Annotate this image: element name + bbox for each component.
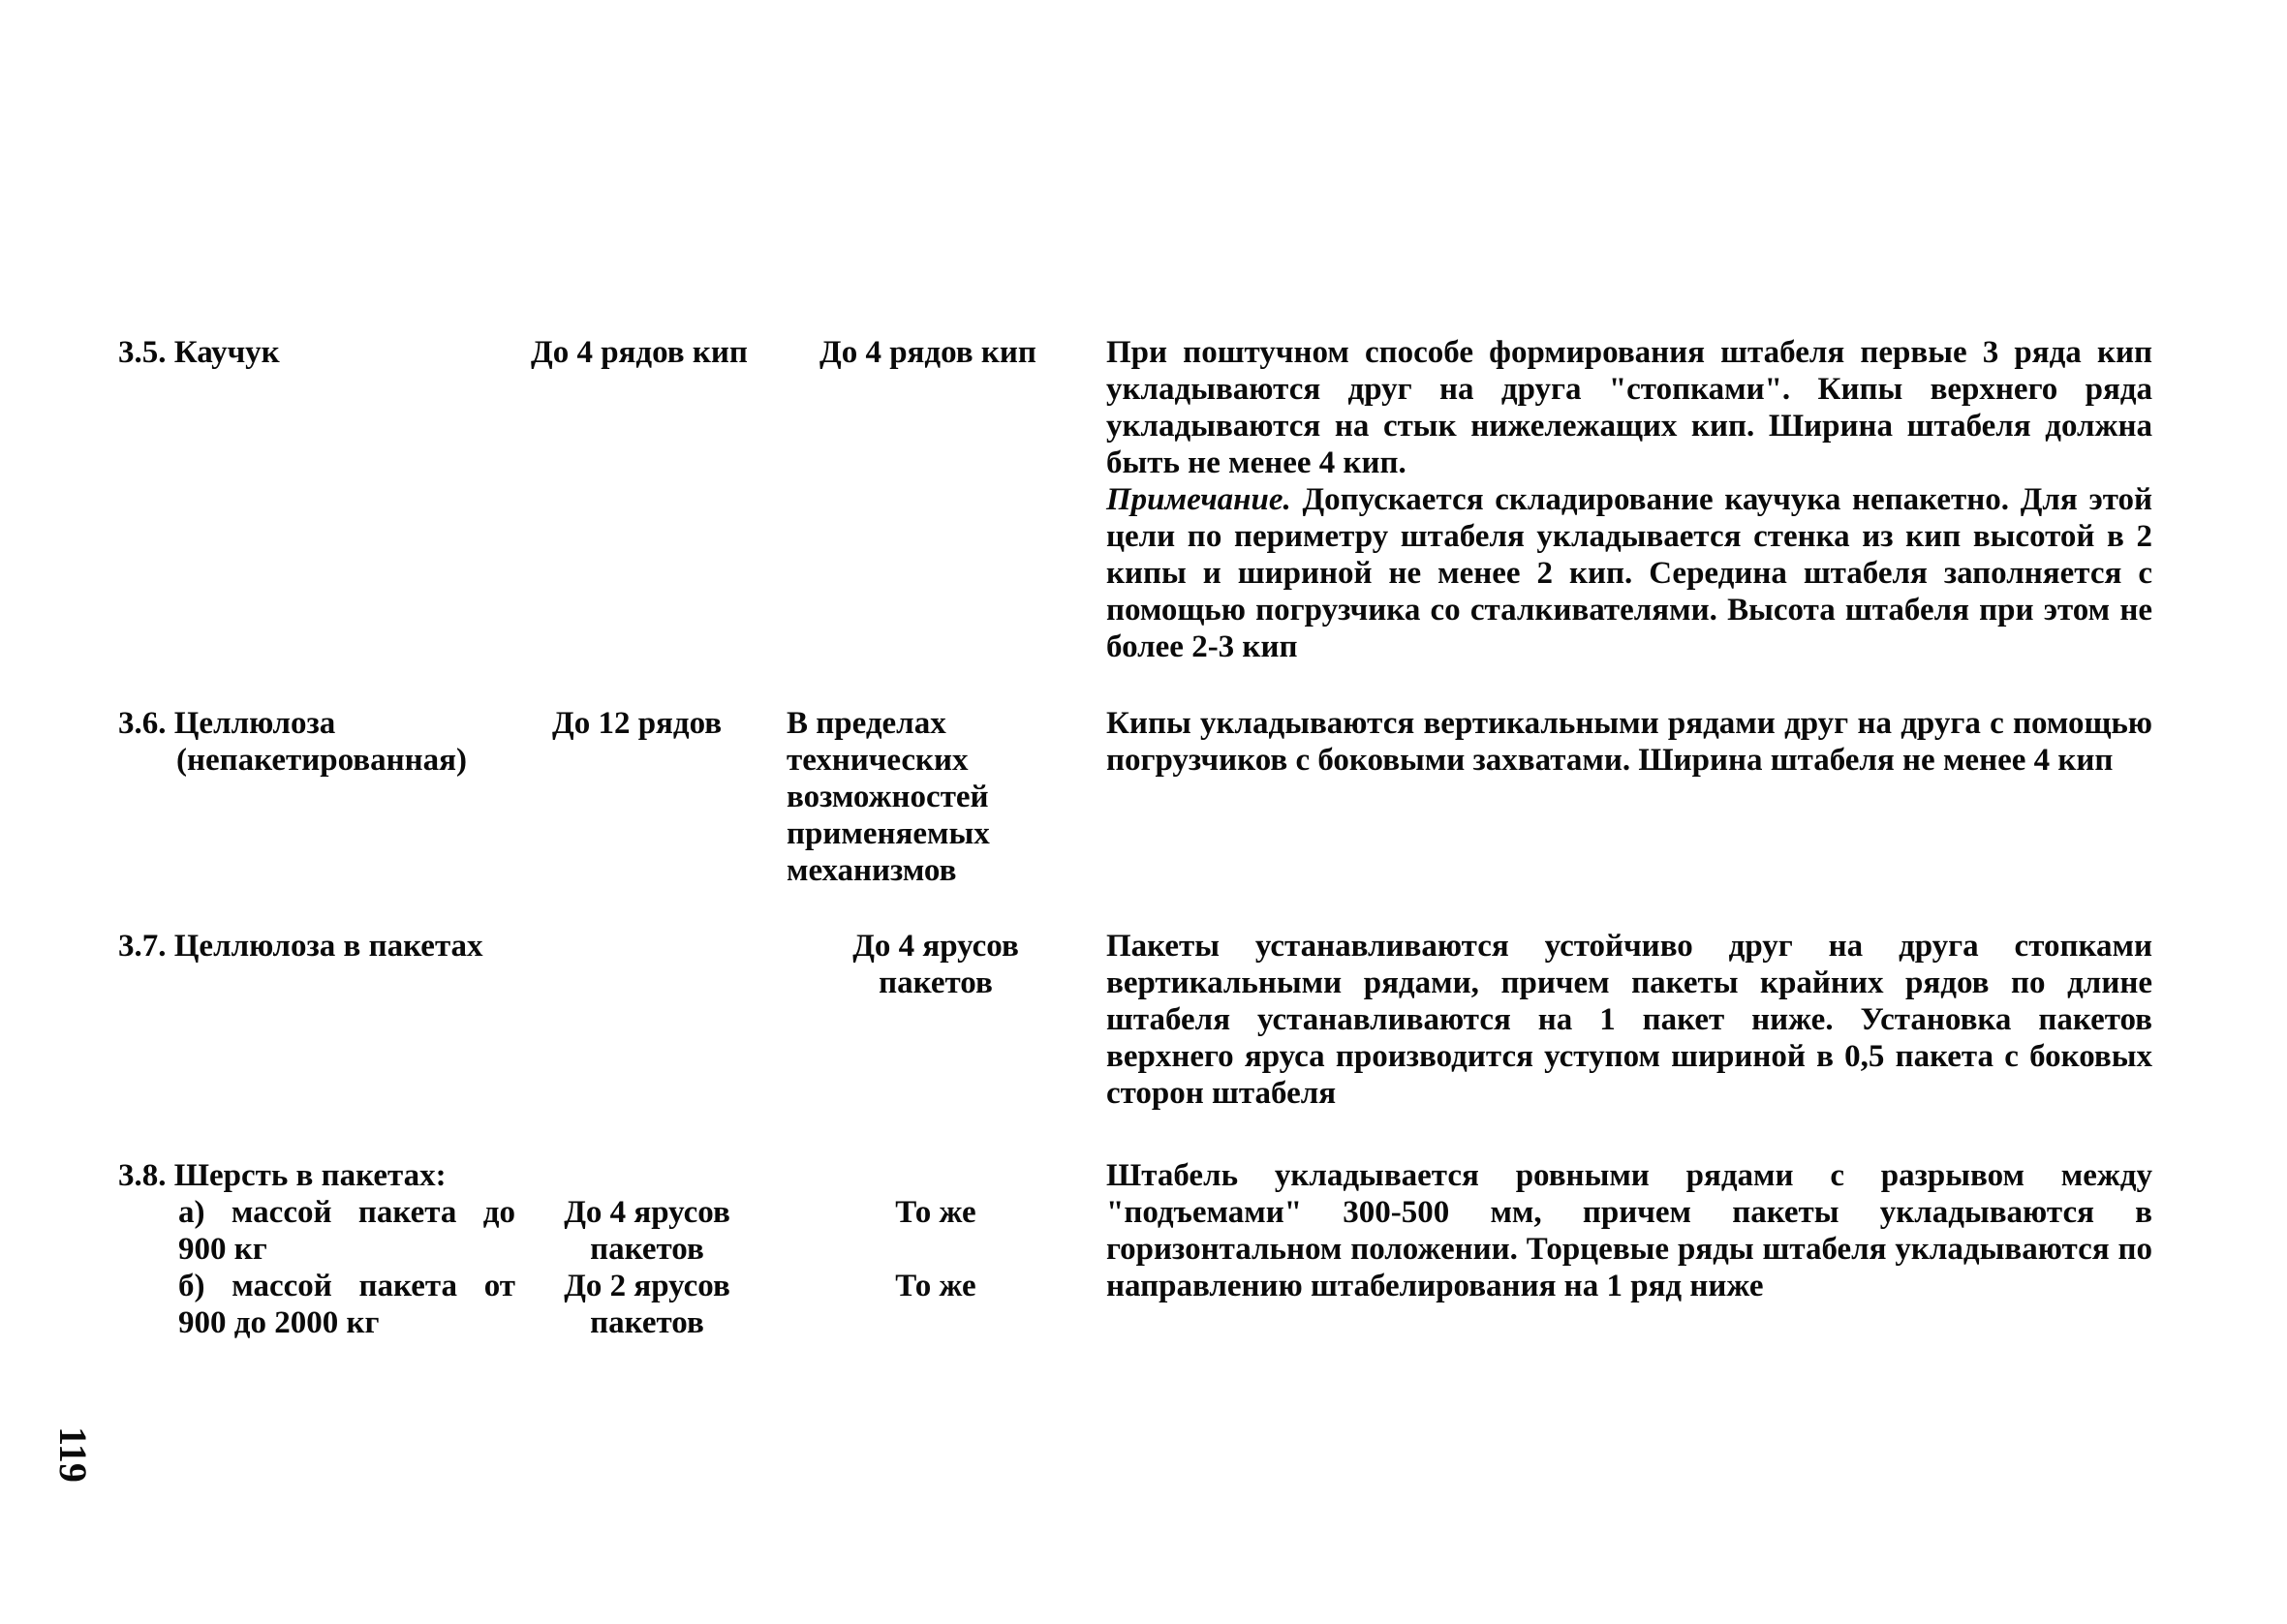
- sub-a-line2: 900 кг: [178, 1232, 267, 1267]
- sub-b-line2: 900 до 2000 кг: [178, 1305, 380, 1340]
- sub-b-word: пакета: [358, 1269, 457, 1303]
- sub-b-col2-line2: пакетов: [590, 1305, 704, 1340]
- row-3-5-col2: До 4 рядов кип: [531, 335, 748, 370]
- row-3-8-col3: [829, 1194, 1042, 1304]
- row-3-8-desc: Штабель укладывается ровными рядами с разрывом между "подъемами" 300-500 мм, причем пакеты укладываются в горизонтальном положении. Торцевые ряды штабеля укладываются по направлению штабелирования на 1 ряд ниже: [1106, 1158, 2152, 1303]
- row-3-7-col3-line1: До 4 ярусов: [852, 929, 1019, 964]
- row-3-8-sub-a: [118, 1194, 515, 1268]
- sub-a-col2-line2: пакетов: [590, 1232, 704, 1267]
- note-text: Допускается складирование каучука непакетно. Для этой цели по периметру штабеля укладывается стенка из кип высотой в 2 кипы и шириной не менее 2 кип. Середина штабеля заполняется с помощью погрузчика со сталкивателями. Высота штабеля при этом не более 2-3 кип: [1106, 482, 2153, 664]
- sub-b-col2-line1: До 2 ярусов: [564, 1269, 730, 1303]
- sub-b-col3: То же: [895, 1269, 976, 1303]
- row-3-7-col3: [810, 928, 1062, 1001]
- sub-a-word: а): [178, 1195, 205, 1230]
- sub-b-line1: [178, 1268, 515, 1304]
- row-3-5-desc-text: При поштучном способе формирования штабеля первые 3 ряда кип укладываются друг на друга "стопками". Кипы верхнего ряда укладываются на стык нижележащих кип. Ширина штабеля должна быть не менее 4 кип.: [1106, 335, 2152, 480]
- sub-a-line1: [178, 1194, 515, 1231]
- row-3-6-name-line2: (непакетированная): [176, 743, 467, 778]
- row-3-6-name-line1: 3.6. Целлюлоза: [118, 706, 336, 741]
- sub-a-word: до: [482, 1195, 515, 1230]
- row-3-8-name: [118, 1157, 515, 1341]
- row-3-7-desc: Пакеты устанавливаются устойчиво друг на друга стопками вертикальными рядами, причем пакеты крайних рядов по длине штабеля устанавливаются на 1 пакет ниже. Установка пакетов верхнего яруса производится уступом шириной в 0,5 пакета с боковых сторон штабеля: [1106, 929, 2152, 1111]
- sub-a-word: массой: [231, 1195, 332, 1230]
- row-3-8-sub-b: [118, 1268, 515, 1341]
- page-number: 119: [51, 1426, 96, 1483]
- row-3-5-name: 3.5. Каучук: [118, 335, 280, 370]
- row-3-6-col2: До 12 рядов: [552, 706, 723, 741]
- row-3-7-col3-line2: пакетов: [879, 965, 993, 1000]
- sub-b-word: массой: [232, 1269, 332, 1303]
- row-3-5-note: [1106, 481, 2152, 665]
- row-3-5-col3: До 4 рядов кип: [819, 335, 1036, 370]
- row-3-8-title: 3.8. Шерсть в пакетах:: [118, 1158, 447, 1193]
- row-3-5-desc: [1106, 334, 2152, 665]
- row-3-8-col2: [531, 1194, 763, 1341]
- row-3-6-col3: В пределах технических возможностей применяемых механизмов: [787, 706, 990, 888]
- sub-a-col3: То же: [895, 1195, 976, 1230]
- row-3-6-name: [118, 705, 506, 779]
- sub-b-word: от: [483, 1269, 515, 1303]
- note-label: Примечание.: [1106, 482, 1291, 517]
- row-3-6-desc: Кипы укладываются вертикальными рядами друг на друга с помощью погрузчиков с боковыми захватами. Ширина штабеля не менее 4 кип: [1106, 706, 2152, 778]
- sub-a-word: пакета: [357, 1195, 457, 1230]
- row-3-7-name: 3.7. Целлюлоза в пакетах: [118, 929, 483, 964]
- sub-a-col2-line1: До 4 ярусов: [564, 1195, 730, 1230]
- sub-b-word: б): [178, 1269, 205, 1303]
